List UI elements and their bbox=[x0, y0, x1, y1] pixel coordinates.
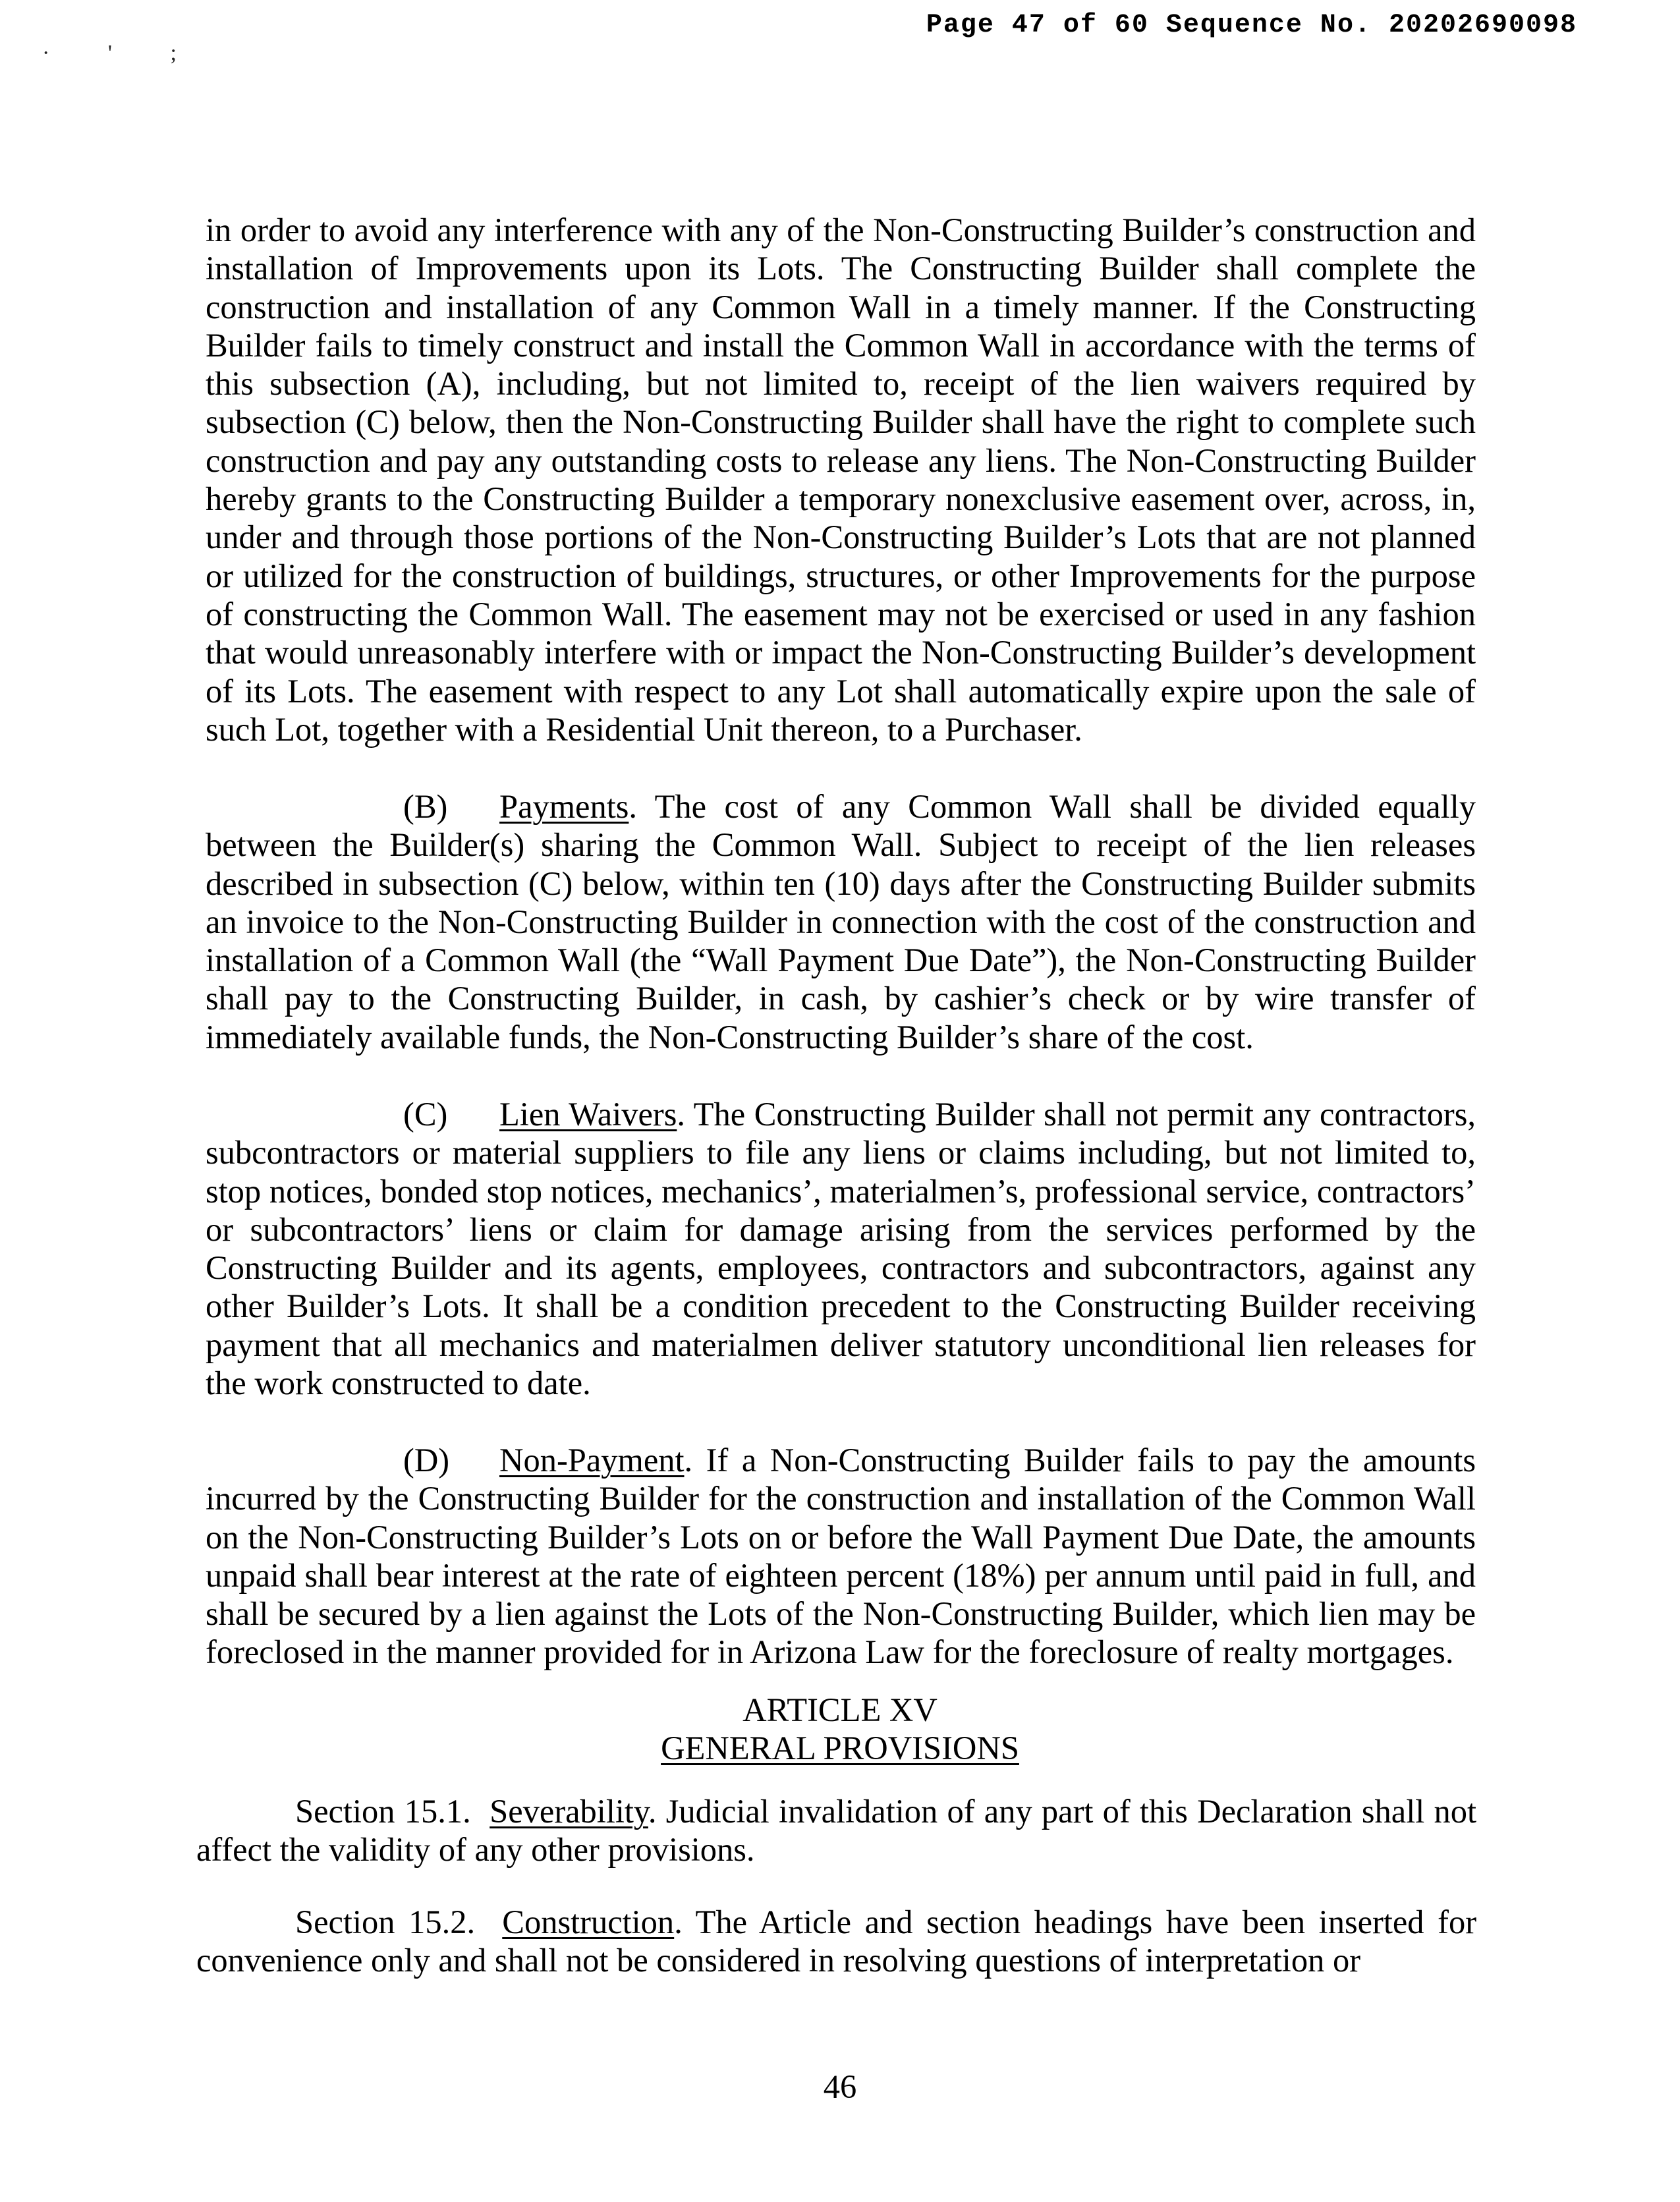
section-15-1-label: Section 15.1. bbox=[295, 1793, 471, 1830]
paragraph-b-payments bbox=[206, 787, 1476, 1056]
section-15-2-label: Section 15.2. bbox=[295, 1904, 476, 1940]
recording-stamp: Page 47 of 60 Sequence No. 20202690098 bbox=[926, 11, 1577, 40]
paragraph-c-title: Lien Waivers bbox=[499, 1096, 677, 1133]
paragraph-d-title: Non-Payment bbox=[499, 1442, 685, 1479]
paragraph-c-lien-waivers bbox=[206, 1095, 1476, 1402]
article-title-text: GENERAL PROVISIONS bbox=[661, 1730, 1019, 1766]
paragraph-d-text: . If a Non-Constructing Builder fails to pay the amounts incurred by the Constructing Builder for the construction and installation of the Common Wall on the Non-Constructing Builder’s Lots on or before the Wall Payment Due Date, the amounts unpaid shall bear interest at the rate of eighteen percent (18%) per annum until paid in full, and shall be secured by a lien against the Lots of the Non-Constructing Builder, which lien may be foreclosed in the manner provided for in Arizona Law for the foreclosure of realty mortgages. bbox=[206, 1442, 1476, 1671]
article-title bbox=[0, 1729, 1680, 1767]
section-15-1-title: Severability bbox=[490, 1793, 648, 1830]
paragraph-b-title: Payments bbox=[499, 788, 629, 825]
paragraph-b-text: . The cost of any Common Wall shall be divided equally between the Builder(s) sharing the Common Wall. Subject to receipt of the lien releases described in subsection (C) below, within ten (10) days after the Constructing Builder submits an invoice to the Non-Constructing Builder in connection with the cost of the construction and installation of a Common Wall (the “Wall Payment Due Date”), the Non-Constructing Builder shall pay to the Constructing Builder, in cash, by cashier’s check or by wire transfer of immediately available funds, the Non-Constructing Builder’s share of the cost. bbox=[206, 788, 1476, 1056]
scan-specks: · ' ; bbox=[42, 41, 203, 65]
section-15-2-title: Construction bbox=[502, 1904, 675, 1940]
paragraph-c-label: (C) bbox=[403, 1096, 448, 1133]
paragraph-d-non-payment bbox=[206, 1441, 1476, 1672]
section-15-2 bbox=[196, 1903, 1476, 1980]
paragraph-b-label: (B) bbox=[403, 788, 448, 825]
page-number: 46 bbox=[823, 2068, 857, 2105]
section-15-1 bbox=[196, 1792, 1476, 1869]
paragraph-a-text: in order to avoid any interference with any of the Non-Constructing Builder’s construction and installation of Improvements upon its Lots. The Constructing Builder shall complete the construction and installation of any Common Wall in a timely manner. If the Constructing Builder fails to timely construct and install the Common Wall in accordance with the terms of this subsection (A), including, but not limited to, receipt of the lien waivers required by subsection (C) below, then the Non-Constructing Builder shall have the right to complete such construction and pay any outstanding costs to release any liens. The Non-Constructing Builder hereby grants to the Constructing Builder a temporary nonexclusive easement over, across, in, under and through those portions of the Non-Constructing Builder’s Lots that are not planned or utilized for the construction of buildings, structures, or other Improvements for the purpose of constructing the Common Wall. The easement may not be exercised or used in any fashion that would unreasonably interfere with or impact the Non-Constructing Builder’s development of its Lots. The easement with respect to any Lot shall automatically expire upon the sale of such Lot, together with a Residential Unit thereon, to a Purchaser. bbox=[206, 212, 1476, 748]
section-15-2-text: . The Article and section headings have been inserted for convenience only and shall not be considered in resolving questions of interpretation or bbox=[196, 1904, 1477, 1979]
paragraph-c-text: . The Constructing Builder shall not permit any contractors, subcontractors or material suppliers to file any liens or claims including, but not limited to, stop notices, bonded stop notices, mechanics’, materialmen’s, professional service, contractors’ or subcontractors’ liens or claim for damage arising from the services performed by the Constructing Builder and its agents, employees, contractors and subcontractors, against any other Builder’s Lots. It shall be a condition precedent to the Constructing Builder receiving payment that all mechanics and materialmen deliver statutory unconditional lien releases for the work constructed to date. bbox=[206, 1096, 1476, 1402]
paragraph-a-continuation bbox=[206, 211, 1476, 748]
paragraph-d-label: (D) bbox=[403, 1442, 450, 1479]
article-number: ARTICLE XV bbox=[742, 1691, 938, 1728]
section-15-1-text: . Judicial invalidation of any part of this Declaration shall not affect the validity of any other provisions. bbox=[196, 1793, 1477, 1869]
